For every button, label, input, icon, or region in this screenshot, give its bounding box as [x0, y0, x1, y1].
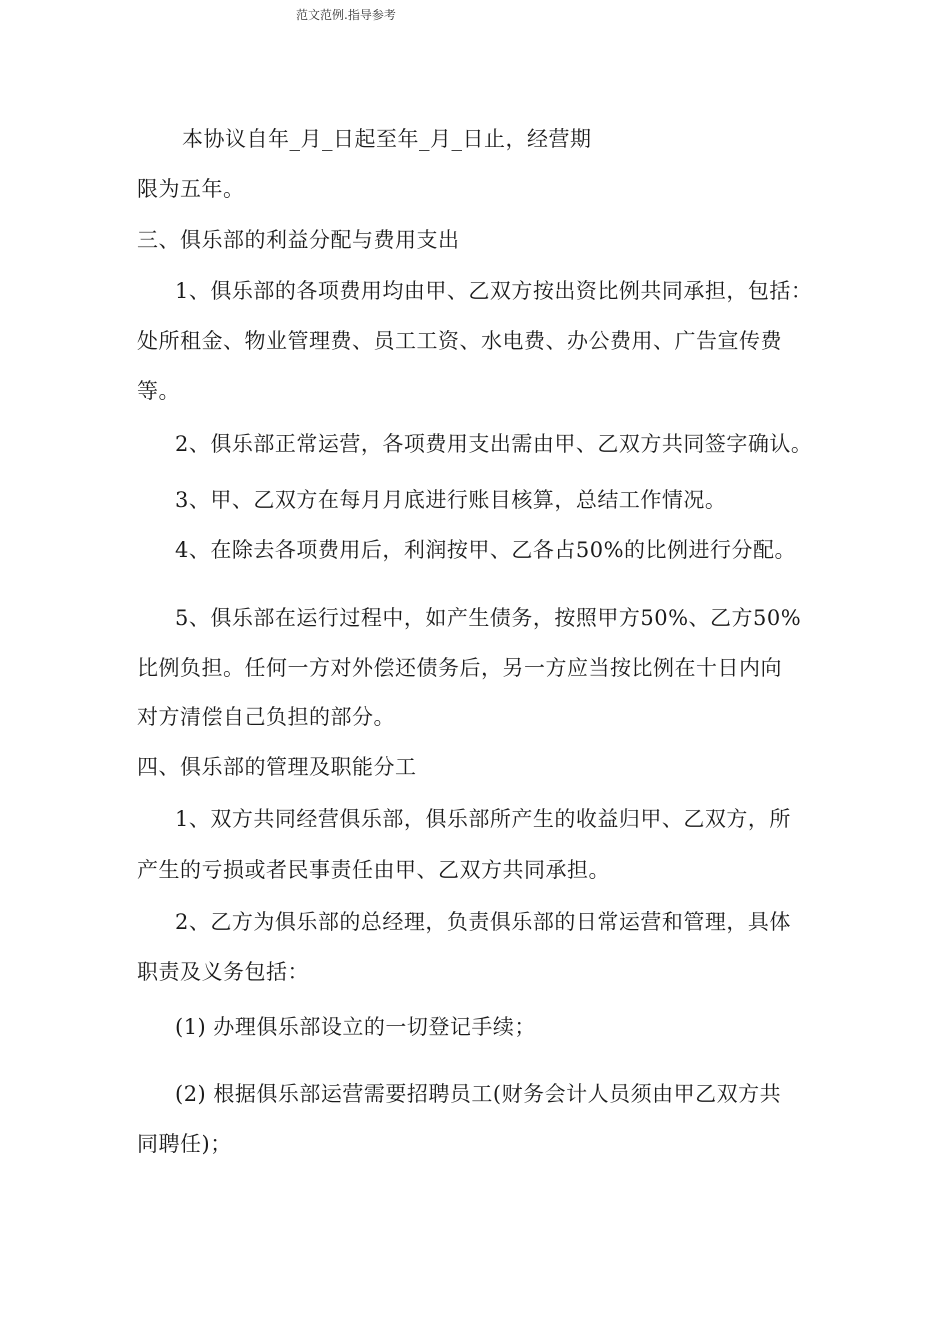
- paragraph-line: 1、双方共同经营俱乐部，俱乐部所产生的收益归甲、乙双方，所: [175, 807, 791, 831]
- paragraph-line: 1、俱乐部的各项费用均由甲、乙双方按出资比例共同承担，包括：: [175, 279, 813, 303]
- list-item: (1) 办理俱乐部设立的一切登记手续；: [175, 1015, 536, 1039]
- section-heading: 四、俱乐部的管理及职能分工: [137, 755, 417, 779]
- paragraph-line: 2、俱乐部正常运营，各项费用支出需由甲、乙双方共同签字确认。: [175, 432, 813, 456]
- paragraph-line: 产生的亏损或者民事责任由甲、乙双方共同承担。: [137, 858, 610, 882]
- paragraph-line: 比例负担。任何一方对外偿还债务后，另一方应当按比例在十日内向: [137, 656, 782, 680]
- paragraph-line: 3、甲、乙双方在每月月底进行账目核算，总结工作情况。: [175, 488, 727, 512]
- list-item: (2) 根据俱乐部运营需要招聘员工(财务会计人员须由甲乙双方共: [175, 1082, 782, 1106]
- paragraph-line: 对方清偿自己负担的部分。: [137, 705, 395, 729]
- paragraph-line: 处所租金、物业管理费、员工工资、水电费、办公费用、广告宣传费: [137, 329, 782, 353]
- paragraph-line: 限为五年。: [137, 177, 245, 201]
- section-heading: 三、俱乐部的利益分配与费用支出: [137, 228, 460, 252]
- paragraph-line: 职责及义务包括：: [137, 960, 309, 984]
- paragraph-line: 等。: [137, 379, 180, 403]
- page-header: 范文范例.指导参考: [296, 8, 396, 22]
- paragraph-line: 4、在除去各项费用后，利润按甲、乙各占50%的比例进行分配。: [175, 538, 797, 562]
- paragraph-line: 本协议自年_月_日起至年_月_日止，经营期: [182, 127, 592, 151]
- paragraph-line: 同聘任)；: [137, 1132, 232, 1156]
- paragraph-line: 2、乙方为俱乐部的总经理，负责俱乐部的日常运营和管理，具体: [175, 910, 791, 934]
- paragraph-line: 5、俱乐部在运行过程中，如产生债务，按照甲方50%、乙方50%: [175, 606, 802, 630]
